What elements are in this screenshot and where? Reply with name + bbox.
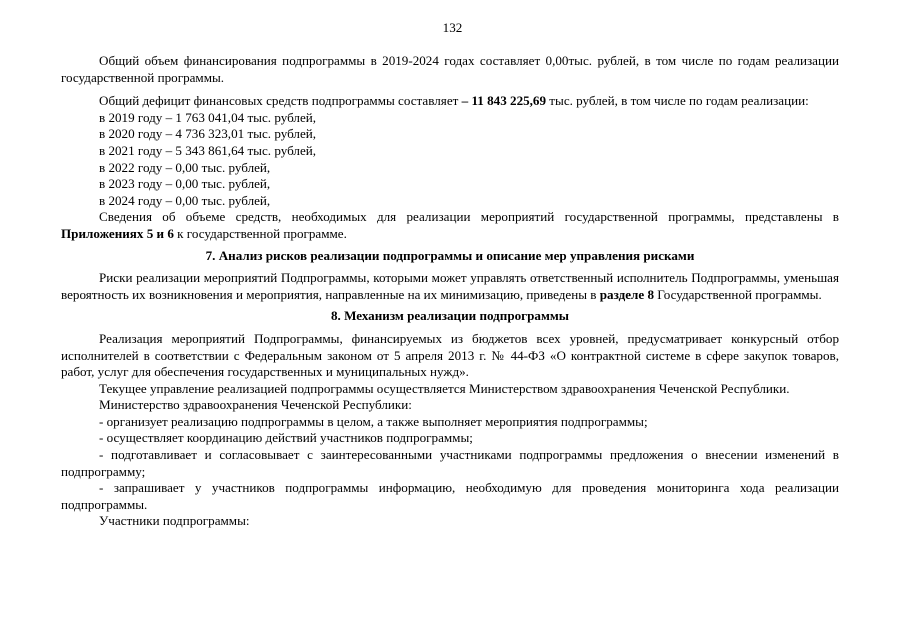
- ministry-duty-item: - организует реализацию подпрограммы в целом, а также выполняет мероприятия подпрограммы;: [99, 413, 648, 429]
- risks-paragraph: [61, 270, 839, 303]
- section-7-heading: 7. Анализ рисков реализации подпрограммы и описание мер управления рисками: [205, 247, 695, 263]
- mechanism-paragraph: Реализация мероприятий Подпрограммы, финансируемых из бюджетов всех уровней, предусматривает конкурсный отбор исполнителей в соответствии с Федеральным законом от 5 апреля 2013 г. № 44-ФЗ «О контрактной системе в сфере закупок товаров, работ, услуг для обеспечения государственных и муниципальных нужд».: [61, 330, 839, 380]
- deficit-amount: – 11 843 225,69: [461, 93, 547, 109]
- risks-text-c: Государственной программы.: [654, 286, 822, 302]
- section-reference: разделе 8: [599, 286, 655, 302]
- year-line: в 2022 году – 0,00 тыс. рублей,: [99, 159, 271, 175]
- ministry-paragraph: Министерство здравоохранения Чеченской Республики:: [99, 397, 412, 413]
- year-line: в 2019 году – 1 763 041,04 тыс. рублей,: [99, 109, 317, 125]
- ministry-duty-item: - подготавливает и согласовывает с заинтересованными участниками подпрограммы предложения о внесении изменений в подпрограмму;: [61, 447, 839, 479]
- deficit-text-a: Общий дефицит финансовых средств подпрограммы составляет: [99, 93, 459, 109]
- management-paragraph: Текущее управление реализацией подпрограммы осуществляется Министерством здравоохранения Чеченской Республики.: [99, 380, 790, 396]
- info-text-c: к государственной программе.: [173, 225, 347, 241]
- risks-text-a: Риски реализации мероприятий Подпрограммы, которыми может управлять ответственный исполнитель Подпрограммы, уменьшая вероятность их возникновения и мероприятия, направленные на их минимизацию, приведены в: [61, 270, 839, 302]
- page-content: [61, 53, 839, 530]
- year-line: в 2023 году – 0,00 тыс. рублей,: [99, 176, 271, 192]
- deficit-text-c: тыс. рублей, в том числе по годам реализации:: [546, 93, 809, 109]
- ministry-duty-item: - запрашивает у участников подпрограммы информацию, необходимую для проведения мониторинга хода реализации подпрограммы.: [61, 480, 839, 512]
- year-line: в 2021 году – 5 343 861,64 тыс. рублей,: [99, 142, 317, 158]
- appendix-reference: Приложениях 5 и 6: [61, 225, 174, 241]
- year-line: в 2024 году – 0,00 тыс. рублей,: [99, 192, 271, 208]
- deficit-paragraph: [61, 93, 839, 110]
- participants-paragraph: Участники подпрограммы:: [99, 513, 250, 529]
- financing-paragraph: Общий объем финансирования подпрограммы в 2019-2024 годах составляет 0,00тыс. рублей, в том числе по годам реализации государственной программы.: [61, 53, 839, 85]
- ministry-duty-item: - осуществляет координацию действий участников подпрограммы;: [99, 430, 473, 446]
- section-8-heading: 8. Механизм реализации подпрограммы: [330, 308, 569, 324]
- funding-info-paragraph: [61, 209, 839, 242]
- page-number: 132: [442, 20, 463, 35]
- info-text-a: Сведения об объеме средств, необходимых для реализации мероприятий государственной программы, представлены в: [99, 209, 839, 225]
- year-line: в 2020 году – 4 736 323,01 тыс. рублей,: [99, 126, 317, 142]
